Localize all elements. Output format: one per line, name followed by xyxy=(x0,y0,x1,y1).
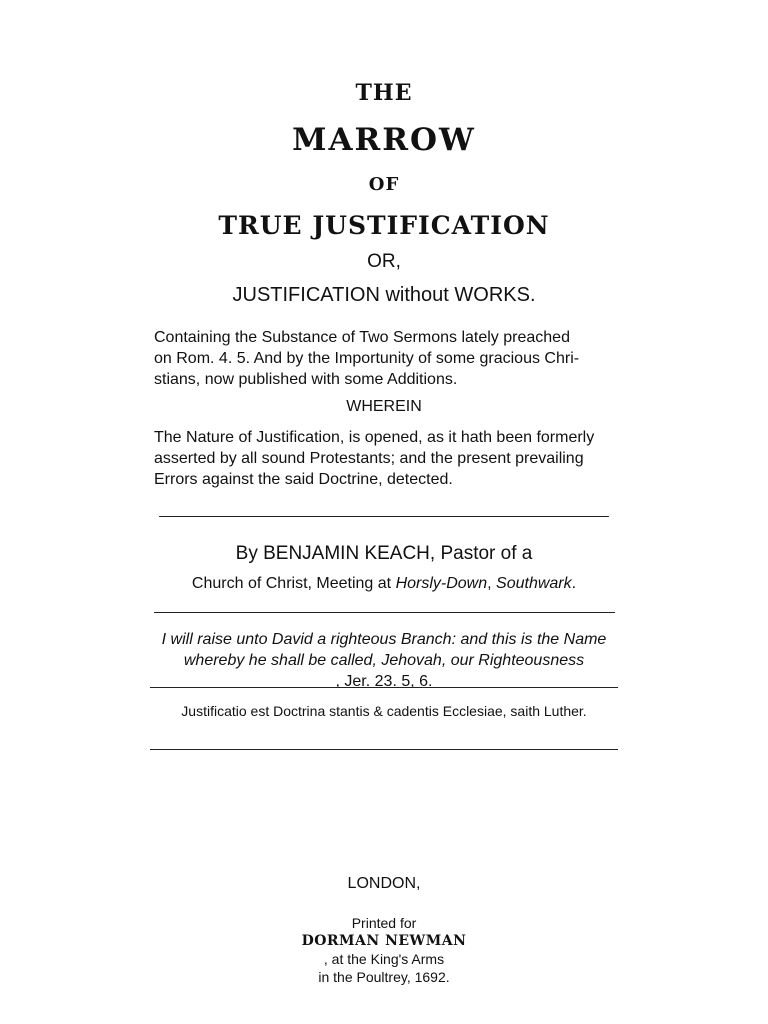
printer-name: DORMAN NEWMAN xyxy=(301,933,467,949)
containing-paragraph xyxy=(154,327,579,390)
nature-line: Errors against the said Doctrine, detected. xyxy=(154,471,453,488)
divider-rule xyxy=(150,687,618,688)
place-separator: , xyxy=(487,575,497,592)
divider-rule xyxy=(154,612,615,613)
church-end: . xyxy=(571,575,577,592)
title-true-justification: TRUE JUSTIFICATION xyxy=(218,211,550,240)
divider-rule xyxy=(150,749,618,750)
quote-line xyxy=(0,650,768,692)
containing-line: on Rom. 4. 5. And by the Importunity of some gracious Chri- xyxy=(154,350,580,367)
title-the: THE xyxy=(355,80,413,106)
printer-address: , at the King's Arms xyxy=(323,951,445,967)
scripture-quote xyxy=(0,629,768,692)
latin-motto: Justificatio est Doctrina stantis & cadentis Ecclesiae, saith Luther. xyxy=(181,703,587,719)
place-southwark: Southwark xyxy=(496,575,572,592)
imprint-line: in the Poultrey, 1692. xyxy=(318,969,450,985)
imprint-line xyxy=(0,914,768,968)
containing-line: Containing the Substance of Two Sermons lately preached xyxy=(154,329,570,346)
quote-text: whereby he shall be called, Jehovah, our Righteousness xyxy=(183,652,585,669)
nature-line: asserted by all sound Protestants; and the present prevailing xyxy=(154,450,584,467)
imprint-city: LONDON, xyxy=(347,875,421,892)
author-line: By BENJAMIN KEACH, Pastor of a xyxy=(235,543,533,564)
imprint-block xyxy=(0,914,768,986)
title-of: OF xyxy=(368,174,400,195)
printed-for-label: Printed for xyxy=(351,915,417,931)
church-prefix: Church of Christ, Meeting at xyxy=(191,575,396,592)
quote-line xyxy=(0,629,768,650)
quote-reference: , Jer. 23. 5, 6. xyxy=(335,673,433,690)
church-line xyxy=(0,575,768,593)
alternate-title: JUSTIFICATION without WORKS. xyxy=(232,284,536,306)
divider-rule xyxy=(159,516,609,517)
nature-line: The Nature of Justification, is opened, as it hath been formerly xyxy=(154,429,595,446)
wherein-heading: WHEREIN xyxy=(346,398,422,415)
place-horsly-down: Horsly-Down xyxy=(395,575,488,592)
title-marrow: MARROW xyxy=(292,122,476,158)
quote-text: I will raise unto David a righteous Branch: and this is the Name xyxy=(161,631,607,648)
containing-line: stians, now published with some Additions. xyxy=(154,371,458,388)
nature-paragraph xyxy=(154,427,594,490)
title-or: OR, xyxy=(367,251,401,272)
